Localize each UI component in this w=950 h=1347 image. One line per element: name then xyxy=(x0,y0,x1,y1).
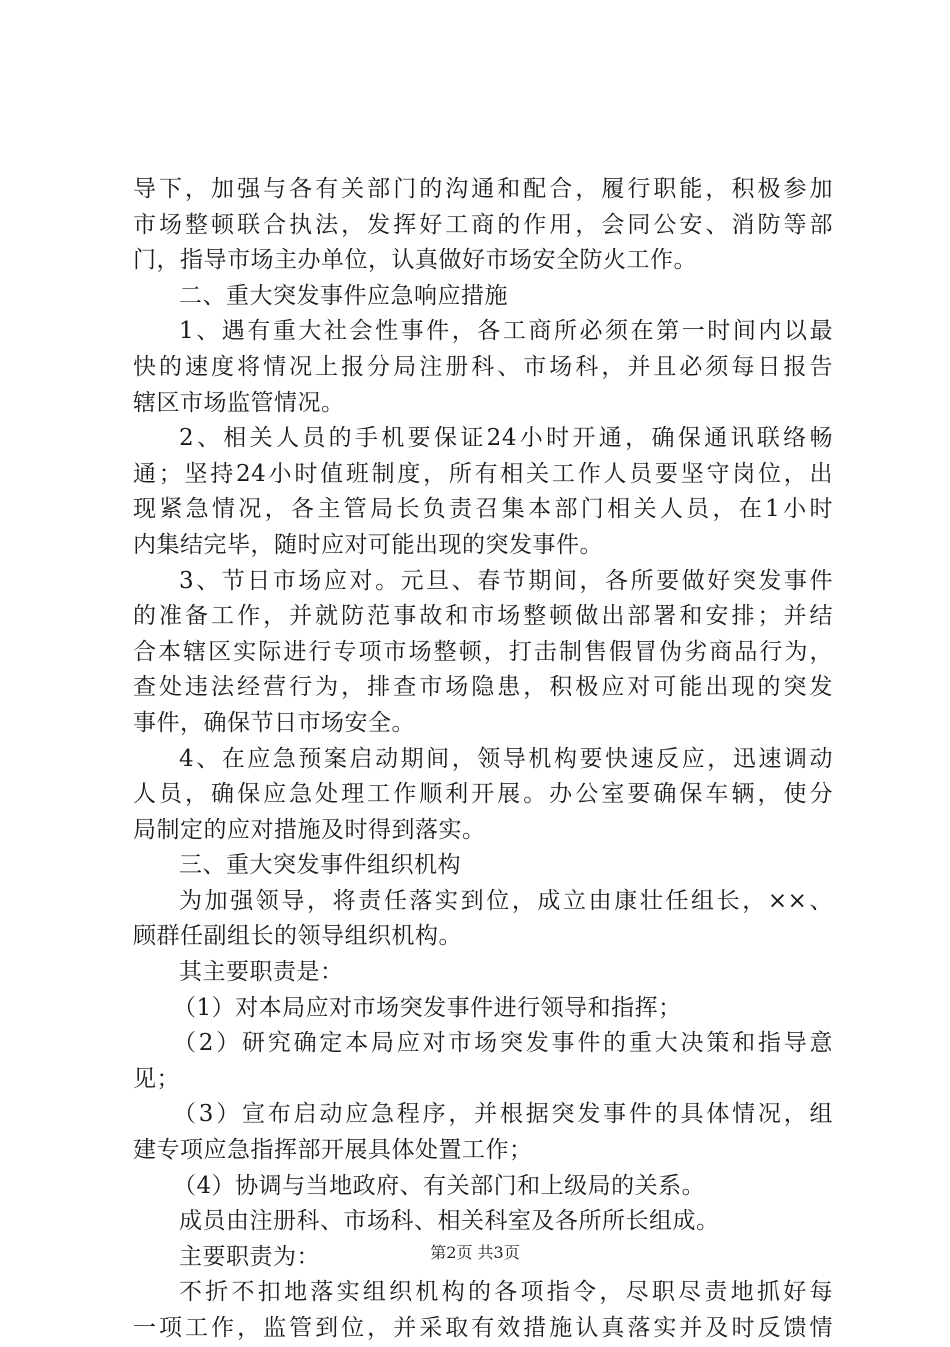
text-line: 合本辖区实际进行专项市场整顿，打击制售假冒伪劣商品行为， xyxy=(133,638,833,665)
text-line: 2、相关人员的手机要保证24小时开通，确保通讯联络畅 xyxy=(179,425,833,452)
text-line: 门，指导市场主办单位，认真做好市场安全防火工作。 xyxy=(133,247,697,274)
text-line: 顾群任副组长的领导组织机构。 xyxy=(133,923,462,950)
text-line: 见； xyxy=(133,1065,180,1092)
text-line: 快的速度将情况上报分局注册科、市场科，并且必须每日报告 xyxy=(133,353,833,380)
text-line: 3、节日市场应对。元旦、春节期间，各所要做好突发事件 xyxy=(179,567,833,594)
text-line: 市场整顿联合执法，发挥好工商的作用，会同公安、消防等部 xyxy=(133,211,833,238)
text-line: 成员由注册科、市场科、相关科室及各所所长组成。 xyxy=(179,1208,720,1235)
text-line: 不折不扣地落实组织机构的各项指令，尽职尽责地抓好每 xyxy=(179,1279,833,1306)
text-line: 的准备工作，并就防范事故和市场整顿做出部署和安排；并结 xyxy=(133,603,833,630)
text-line: 通；坚持24小时值班制度，所有相关工作人员要坚守岗位，出 xyxy=(133,460,833,487)
section-heading: 三、重大突发事件组织机构 xyxy=(179,852,461,879)
text-line: 辖区市场监管情况。 xyxy=(133,389,345,416)
text-line: 1、遇有重大社会性事件，各工商所必须在第一时间内以最 xyxy=(179,318,833,345)
list-item: （4）协调与当地政府、有关部门和上级局的关系。 xyxy=(173,1172,706,1199)
text-line: 事件，确保节日市场安全。 xyxy=(133,709,415,736)
text-line: 主要职责为： xyxy=(179,1243,320,1270)
text-line: 建专项应急指挥部开展具体处置工作； xyxy=(133,1137,533,1164)
section-heading: 二、重大突发事件应急响应措施 xyxy=(179,282,508,309)
list-item: （2）研究确定本局应对市场突发事件的重大决策和指导意 xyxy=(173,1030,833,1057)
document-body xyxy=(133,172,833,1347)
text-line: 导下，加强与各有关部门的沟通和配合，履行职能，积极参加 xyxy=(133,176,833,202)
text-line: 内集结完毕，随时应对可能出现的突发事件。 xyxy=(133,531,603,558)
text-line: 为加强领导，将责任落实到位，成立由康壮任组长，××、 xyxy=(179,887,833,914)
text-line: 4、在应急预案启动期间，领导机构要快速反应，迅速调动 xyxy=(179,745,833,772)
text-line: 其主要职责是： xyxy=(179,959,344,986)
text-line: 查处违法经营行为，排查市场隐患，积极应对可能出现的突发 xyxy=(133,674,833,701)
page-number-footer: 第2页 共3页 xyxy=(430,1243,520,1262)
text-line: 一项工作，监管到位，并采取有效措施认真落实并及时反馈情 xyxy=(133,1315,833,1341)
list-item: （3）宣布启动应急程序，并根据突发事件的具体情况，组 xyxy=(173,1101,833,1128)
text-line: 现紧急情况，各主管局长负责召集本部门相关人员，在1小时 xyxy=(133,496,833,523)
text-line: 人员，确保应急处理工作顺利开展。办公室要确保车辆，使分 xyxy=(133,781,833,808)
text-line: 局制定的应对措施及时得到落实。 xyxy=(133,816,486,843)
list-item: （1）对本局应对市场突发事件进行领导和指挥； xyxy=(173,994,682,1021)
